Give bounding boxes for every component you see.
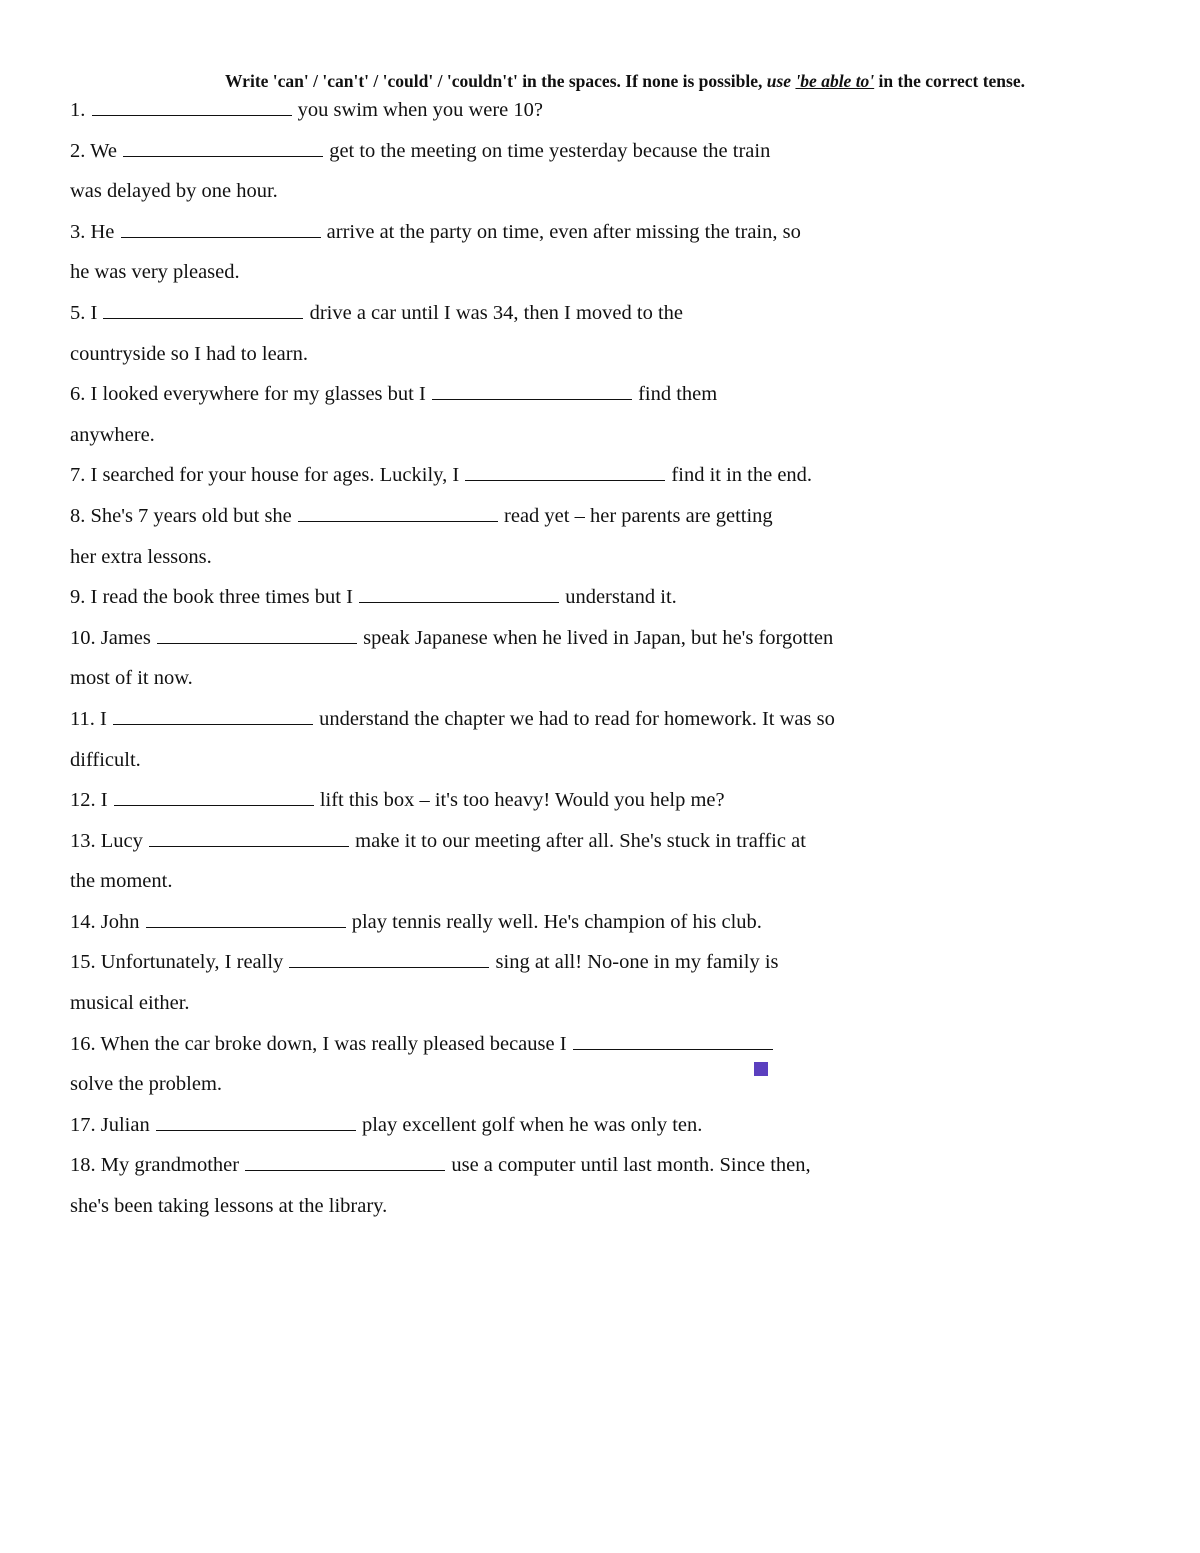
question-line — [70, 461, 1150, 502]
line-text-before: he was very pleased. — [70, 261, 240, 284]
line-text-before: her extra lessons. — [70, 545, 212, 568]
question-line — [70, 177, 1150, 218]
line-text-after: understand it. — [560, 586, 677, 609]
line-text-after: find them — [632, 383, 718, 406]
line-text-before: 13. Lucy — [70, 829, 148, 852]
answer-blank[interactable] — [157, 624, 357, 644]
line-text-before: 3. He — [70, 220, 120, 243]
line-text-after: make it to our meeting after all. She's stuck in traffic at — [350, 829, 806, 852]
answer-blank[interactable] — [156, 1111, 356, 1131]
question-line — [70, 948, 1150, 989]
line-text-before: countryside so I had to learn. — [70, 342, 308, 365]
answer-blank[interactable] — [146, 908, 346, 928]
answer-blank[interactable] — [114, 786, 314, 806]
answer-blank[interactable] — [113, 705, 313, 725]
answer-blank[interactable] — [573, 1030, 773, 1050]
marker-square — [754, 1062, 768, 1076]
line-text-after: play excellent golf when he was only ten. — [356, 1113, 703, 1136]
question-line — [70, 502, 1150, 543]
answer-blank[interactable] — [123, 137, 323, 157]
line-text-before: 11. I — [70, 707, 112, 730]
line-text-before: the moment. — [70, 870, 173, 893]
line-text-before: 18. My grandmother — [70, 1154, 245, 1177]
answer-blank[interactable] — [245, 1151, 445, 1171]
answer-blank[interactable] — [121, 218, 321, 238]
instruction-heading — [70, 71, 1180, 92]
line-text-before: 14. John — [70, 910, 145, 933]
question-line — [70, 218, 1150, 259]
line-text-before: 7. I searched for your house for ages. Luckily, I — [70, 464, 465, 487]
question-line — [70, 96, 1150, 137]
line-text-before: 15. Unfortunately, I really — [70, 951, 289, 974]
answer-blank[interactable] — [289, 948, 489, 968]
line-text-before: 8. She's 7 years old but she — [70, 504, 297, 527]
line-text-after: read yet – her parents are getting — [498, 504, 773, 527]
answer-blank[interactable] — [465, 461, 665, 481]
question-line — [70, 989, 1150, 1030]
line-text-before: musical either. — [70, 992, 190, 1015]
line-text-before: was delayed by one hour. — [70, 180, 278, 203]
line-text-after: sing at all! No-one in my family is — [490, 951, 779, 974]
line-text-before: anywhere. — [70, 423, 155, 446]
line-text-before: 10. James — [70, 626, 156, 649]
line-text-before: difficult. — [70, 748, 141, 771]
line-text-after: find it in the end. — [666, 464, 813, 487]
question-line — [70, 583, 1150, 624]
question-line — [70, 137, 1150, 178]
line-text-after: play tennis really well. He's champion of his club. — [346, 910, 762, 933]
line-text-before: 12. I — [70, 789, 113, 812]
line-text-after: lift this box – it's too heavy! Would you help me? — [314, 789, 725, 812]
question-line — [70, 624, 1150, 665]
line-text-before: 9. I read the book three times but I — [70, 586, 359, 609]
answer-blank[interactable] — [432, 380, 632, 400]
line-text-before: 2. We — [70, 139, 123, 162]
question-line — [70, 258, 1150, 299]
line-text-before: 6. I looked everywhere for my glasses but I — [70, 383, 431, 406]
line-text-after: you swim when you were 10? — [292, 99, 544, 121]
line-text-before: she's been taking lessons at the library. — [70, 1195, 388, 1218]
line-text-before: 17. Julian — [70, 1113, 155, 1136]
answer-blank[interactable] — [149, 827, 349, 847]
line-text-after: drive a car until I was 34, then I moved to the — [304, 301, 684, 324]
line-text-after: speak Japanese when he lived in Japan, but he's forgotten — [357, 626, 834, 649]
line-text-before: most of it now. — [70, 667, 193, 690]
question-line — [70, 299, 1150, 340]
line-text-after: get to the meeting on time yesterday because the train — [324, 139, 771, 162]
question-line — [70, 1070, 1150, 1111]
question-line — [70, 1030, 1150, 1071]
answer-blank[interactable] — [359, 583, 559, 603]
line-text-before: 16. When the car broke down, I was really pleased because I — [70, 1032, 572, 1055]
question-line — [70, 705, 1150, 746]
line-text-after: arrive at the party on time, even after missing the train, so — [321, 220, 801, 243]
question-line — [70, 1111, 1150, 1152]
question-line — [70, 421, 1150, 462]
question-line — [70, 1192, 1150, 1233]
question-line — [70, 664, 1150, 705]
line-text-after: understand the chapter we had to read for homework. It was so — [313, 707, 835, 730]
line-text-before: 1. — [70, 99, 91, 121]
answer-blank[interactable] — [298, 502, 498, 522]
question-line — [70, 867, 1150, 908]
question-line — [70, 786, 1150, 827]
line-text-after: use a computer until last month. Since then, — [446, 1154, 811, 1177]
question-line — [70, 380, 1150, 421]
instruction-phrase: 'be able to' — [795, 71, 875, 91]
question-line — [70, 908, 1150, 949]
answer-blank[interactable] — [92, 96, 292, 116]
answer-blank[interactable] — [103, 299, 303, 319]
question-line — [70, 746, 1150, 787]
instruction-text-1: Write 'can' / 'can't' / 'could' / 'couldn't' in the spaces. If none is possible, — [225, 71, 767, 91]
question-line — [70, 827, 1150, 868]
instruction-use: use — [766, 71, 792, 91]
instruction-text-2: in the correct tense. — [874, 71, 1025, 91]
line-text-before: 5. I — [70, 301, 103, 324]
question-line — [70, 543, 1150, 584]
question-line — [70, 1151, 1150, 1192]
line-text-before: solve the problem. — [70, 1073, 223, 1096]
question-list — [70, 96, 1150, 1233]
question-line — [70, 340, 1150, 381]
